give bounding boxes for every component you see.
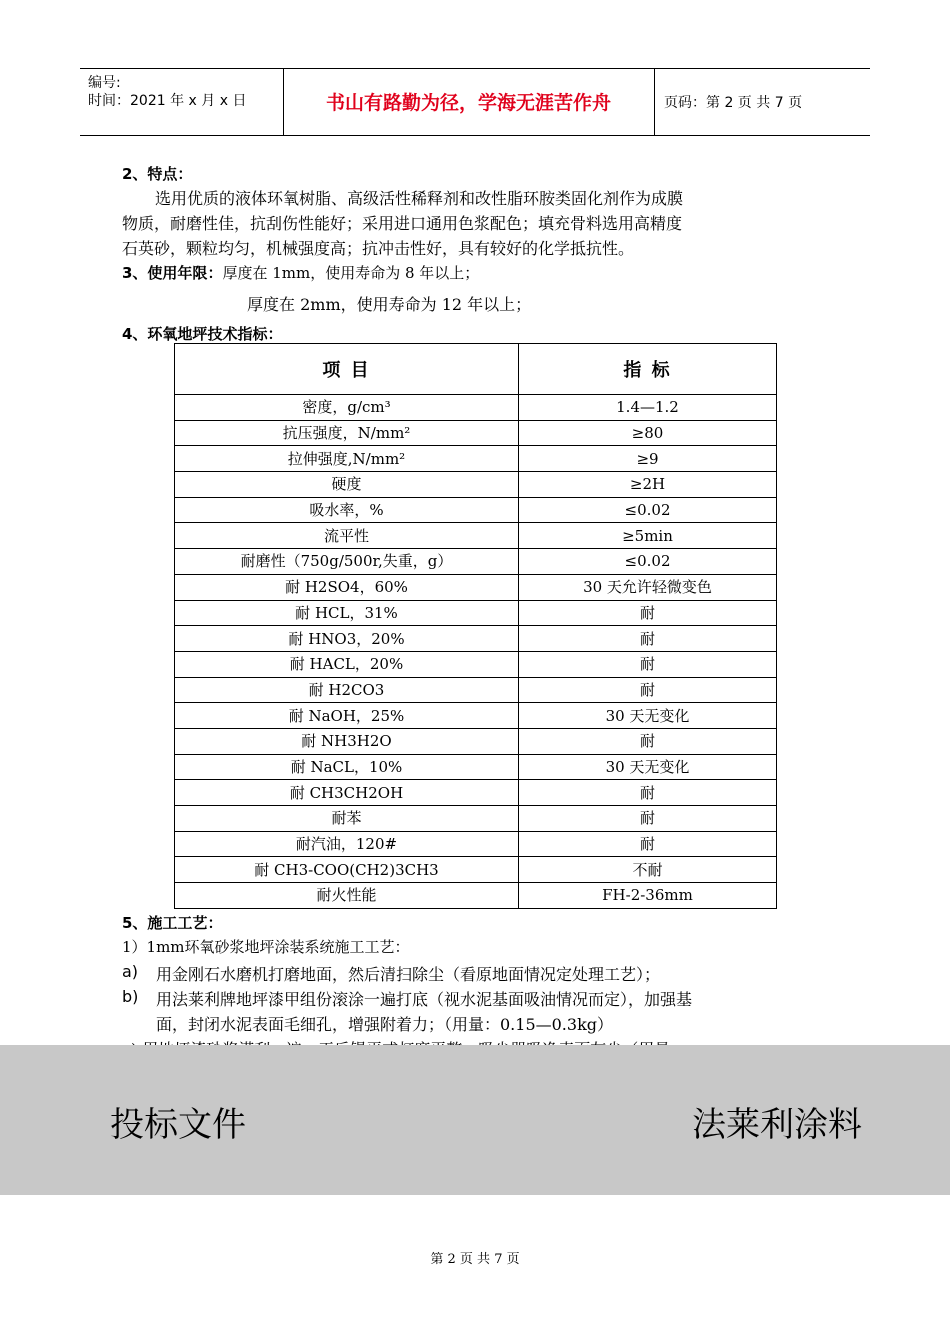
section-5-title: 5、施工工艺： <box>122 914 223 932</box>
section-3-title: 3、使用年限： <box>122 264 223 282</box>
cell-item: 流平性 <box>175 523 519 549</box>
cell-value: ≥5min <box>519 523 777 549</box>
cell-value: ≤0.02 <box>519 497 777 523</box>
cell-item: 耐 NaCL，10% <box>175 754 519 780</box>
cell-value: 耐 <box>519 626 777 652</box>
col-header-value: 指 标 <box>519 344 777 395</box>
step-a-text: 用金刚石水磨机打磨地面，然后清扫除尘（看原地面情况定处理工艺）； <box>156 965 661 984</box>
cell-item: 耐 NH3H2O <box>175 728 519 754</box>
table-row <box>175 523 777 549</box>
section-3 <box>122 262 479 283</box>
section-2-line-1: 选用优质的液体环氧树脂、高级活性稀释剂和改性脂环胺类固化剂作为成膜 <box>155 189 684 208</box>
section-2-line-3: 石英砂，颗粒均匀，机械强度高；抗冲击性好，具有较好的化学抵抗性。 <box>122 239 635 258</box>
cell-value: 耐 <box>519 677 777 703</box>
table-row <box>175 549 777 575</box>
cell-value: ≥9 <box>519 446 777 472</box>
cell-item: 耐汽油，120# <box>175 831 519 857</box>
header-motto: 书山有路勤为径，学海无涯苦作舟 <box>283 69 655 135</box>
cell-item: 耐火性能 <box>175 883 519 909</box>
cell-value: 30 天无变化 <box>519 703 777 729</box>
table-row <box>175 857 777 883</box>
cell-value: 耐 <box>519 651 777 677</box>
col-header-item: 项 目 <box>175 344 519 395</box>
band-right-text: 法莱利涂料 <box>692 1105 862 1145</box>
cell-item: 耐 H2CO3 <box>175 677 519 703</box>
cell-value: 30 天无变化 <box>519 754 777 780</box>
cell-item: 拉伸强度,N/mm² <box>175 446 519 472</box>
table-row <box>175 472 777 498</box>
cell-value: ≤0.02 <box>519 549 777 575</box>
section-2-line-2: 物质，耐磨性佳，抗刮伤性能好；采用进口通用色浆配色；填充骨料选用高精度 <box>122 214 683 233</box>
cell-value: 耐 <box>519 780 777 806</box>
cell-item: 抗压强度，N/mm² <box>175 420 519 446</box>
overlay-band <box>0 1045 950 1195</box>
section-5-sub-1: 1）1mm环氧砂浆地坪涂装系统施工工艺： <box>122 938 410 956</box>
cell-value: FH-2-36mm <box>519 883 777 909</box>
cell-item: 密度，g/cm³ <box>175 395 519 421</box>
cell-value: 耐 <box>519 806 777 832</box>
cell-value: 不耐 <box>519 857 777 883</box>
cell-item: 耐磨性（750g/500r,失重，g） <box>175 549 519 575</box>
table-row <box>175 677 777 703</box>
table-row <box>175 574 777 600</box>
table-row <box>175 497 777 523</box>
table-row <box>175 754 777 780</box>
table-row <box>175 600 777 626</box>
step-b-marker: b) <box>122 987 139 1006</box>
section-3-line-1: 厚度在 1mm，使用寿命为 8 年以上； <box>222 264 480 282</box>
cell-item: 耐 NaOH，25% <box>175 703 519 729</box>
section-3-line-2: 厚度在 2mm，使用寿命为 12 年以上； <box>247 295 532 314</box>
table-row <box>175 395 777 421</box>
cell-item: 耐苯 <box>175 806 519 832</box>
cell-value: 1.4—1.2 <box>519 395 777 421</box>
table-row <box>175 446 777 472</box>
cell-item: 耐 HNO3，20% <box>175 626 519 652</box>
cell-item: 吸水率，% <box>175 497 519 523</box>
step-b-text-1: 用法莱利牌地坪漆甲组份滚涂一遍打底（视水泥基面吸油情况而定），加强基 <box>156 990 693 1009</box>
table-row <box>175 780 777 806</box>
cell-item: 耐 CH3-COO(CH2)3CH3 <box>175 857 519 883</box>
section-2-title: 2、特点： <box>122 165 193 183</box>
cell-item: 硬度 <box>175 472 519 498</box>
cell-item: 耐 CH3CH2OH <box>175 780 519 806</box>
header-page-info: 页码：第 2 页 共 7 页 <box>664 95 803 111</box>
table-row <box>175 651 777 677</box>
cell-value: ≥80 <box>519 420 777 446</box>
cell-value: 耐 <box>519 831 777 857</box>
header-meta-cell <box>80 69 284 135</box>
spec-table <box>174 343 777 909</box>
cell-value: 耐 <box>519 728 777 754</box>
cell-item: 耐 HACL，20% <box>175 651 519 677</box>
table-header-row <box>175 344 777 395</box>
page-footer: 第 2 页 共 7 页 <box>430 1252 520 1267</box>
page-header <box>80 68 870 136</box>
time-label: 时间：2021 年 x 月 x 日 <box>88 93 247 109</box>
step-a-marker: a) <box>122 962 139 981</box>
table-row <box>175 626 777 652</box>
cell-item: 耐 H2SO4，60% <box>175 574 519 600</box>
table-row <box>175 420 777 446</box>
table-row <box>175 806 777 832</box>
table-row <box>175 703 777 729</box>
cell-value: ≥2H <box>519 472 777 498</box>
cell-value: 耐 <box>519 600 777 626</box>
number-label: 编号: <box>88 75 121 91</box>
cell-item: 耐 HCL，31% <box>175 600 519 626</box>
cell-value: 30 天允许轻微变色 <box>519 574 777 600</box>
section-4-title: 4、环氧地坪技术指标： <box>122 325 283 343</box>
step-b-text-2: 面，封闭水泥表面毛细孔，增强附着力；（用量：0.15—0.3kg） <box>156 1015 614 1034</box>
table-row <box>175 728 777 754</box>
band-left-text: 投标文件 <box>110 1105 246 1145</box>
table-row <box>175 831 777 857</box>
table-row <box>175 883 777 909</box>
